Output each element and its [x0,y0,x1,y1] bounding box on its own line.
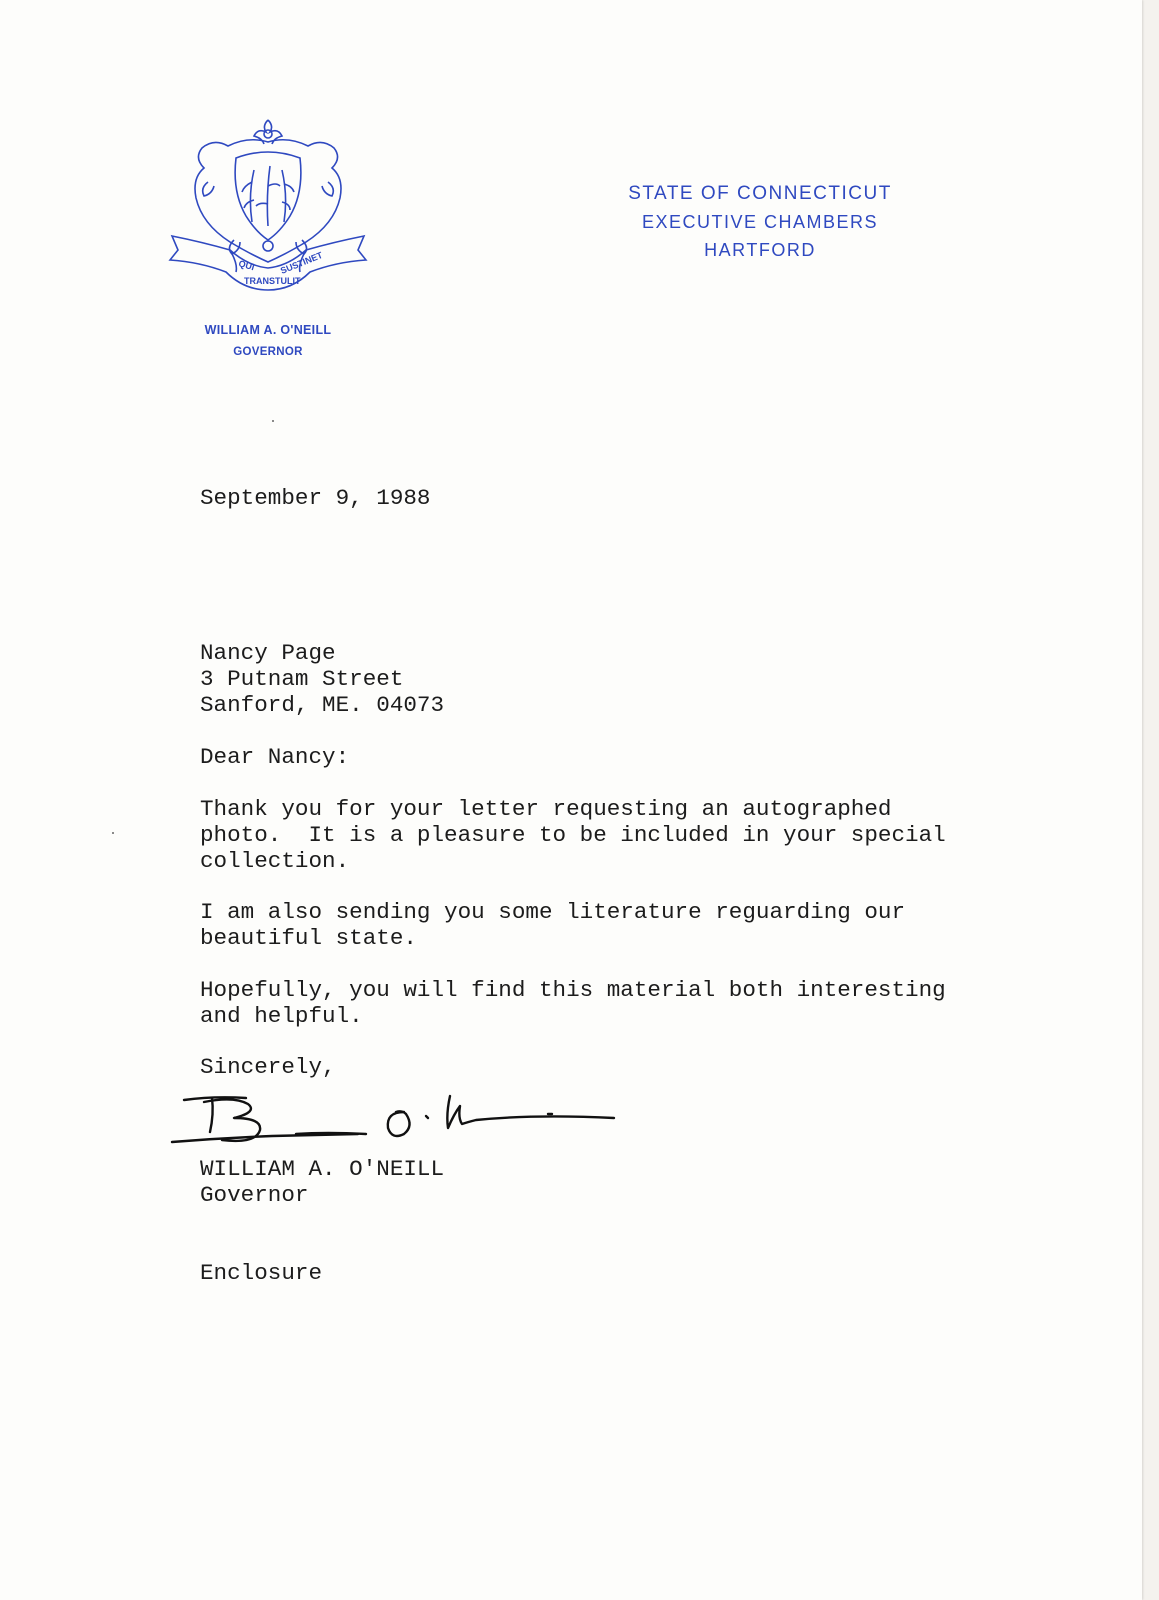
paragraph-1-line-3: collection. [200,848,350,874]
letterhead-state: STATE OF CONNECTICUT [628,183,892,204]
paragraph-2-line-2: beautiful state. [200,925,417,951]
seal-motto-1: QUI [237,258,256,273]
paragraph-3-line-1: Hopefully, you will find this material both interesting [200,977,946,1003]
paragraph-1-line-2: photo. It is a pleasure to be included in your special [200,822,946,848]
signature [168,1088,618,1158]
paper-speck [272,420,274,422]
signer-title: Governor [200,1182,309,1208]
seal-motto-3: SUSTINET [279,249,325,276]
seal-motto-2: TRANSTULIT [244,276,301,286]
letterhead-city: HARTFORD [704,240,816,260]
enclosure-note: Enclosure [200,1260,323,1286]
paper-speck [112,832,114,834]
closing: Sincerely, [200,1054,336,1080]
paragraph-1-line-1: Thank you for your letter requesting an autographed [200,796,892,822]
letterhead-governor-title: GOVERNOR [233,346,303,358]
recipient-city: Sanford, ME. 04073 [200,692,445,718]
letterhead-office: EXECUTIVE CHAMBERS [641,212,879,232]
signer-name: WILLIAM A. O'NEILL [200,1156,445,1182]
state-seal-icon [168,112,368,302]
recipient-street: 3 Putnam Street [200,666,404,692]
recipient-name: Nancy Page [200,640,336,666]
paragraph-2-line-1: I am also sending you some literature reguarding our [200,899,906,925]
letterhead-governor-name: WILLIAM A. O'NEILL [204,323,332,337]
letter-date: September 9, 1988 [200,485,431,511]
salutation: Dear Nancy: [200,744,350,770]
paragraph-3-line-2: and helpful. [200,1003,363,1029]
